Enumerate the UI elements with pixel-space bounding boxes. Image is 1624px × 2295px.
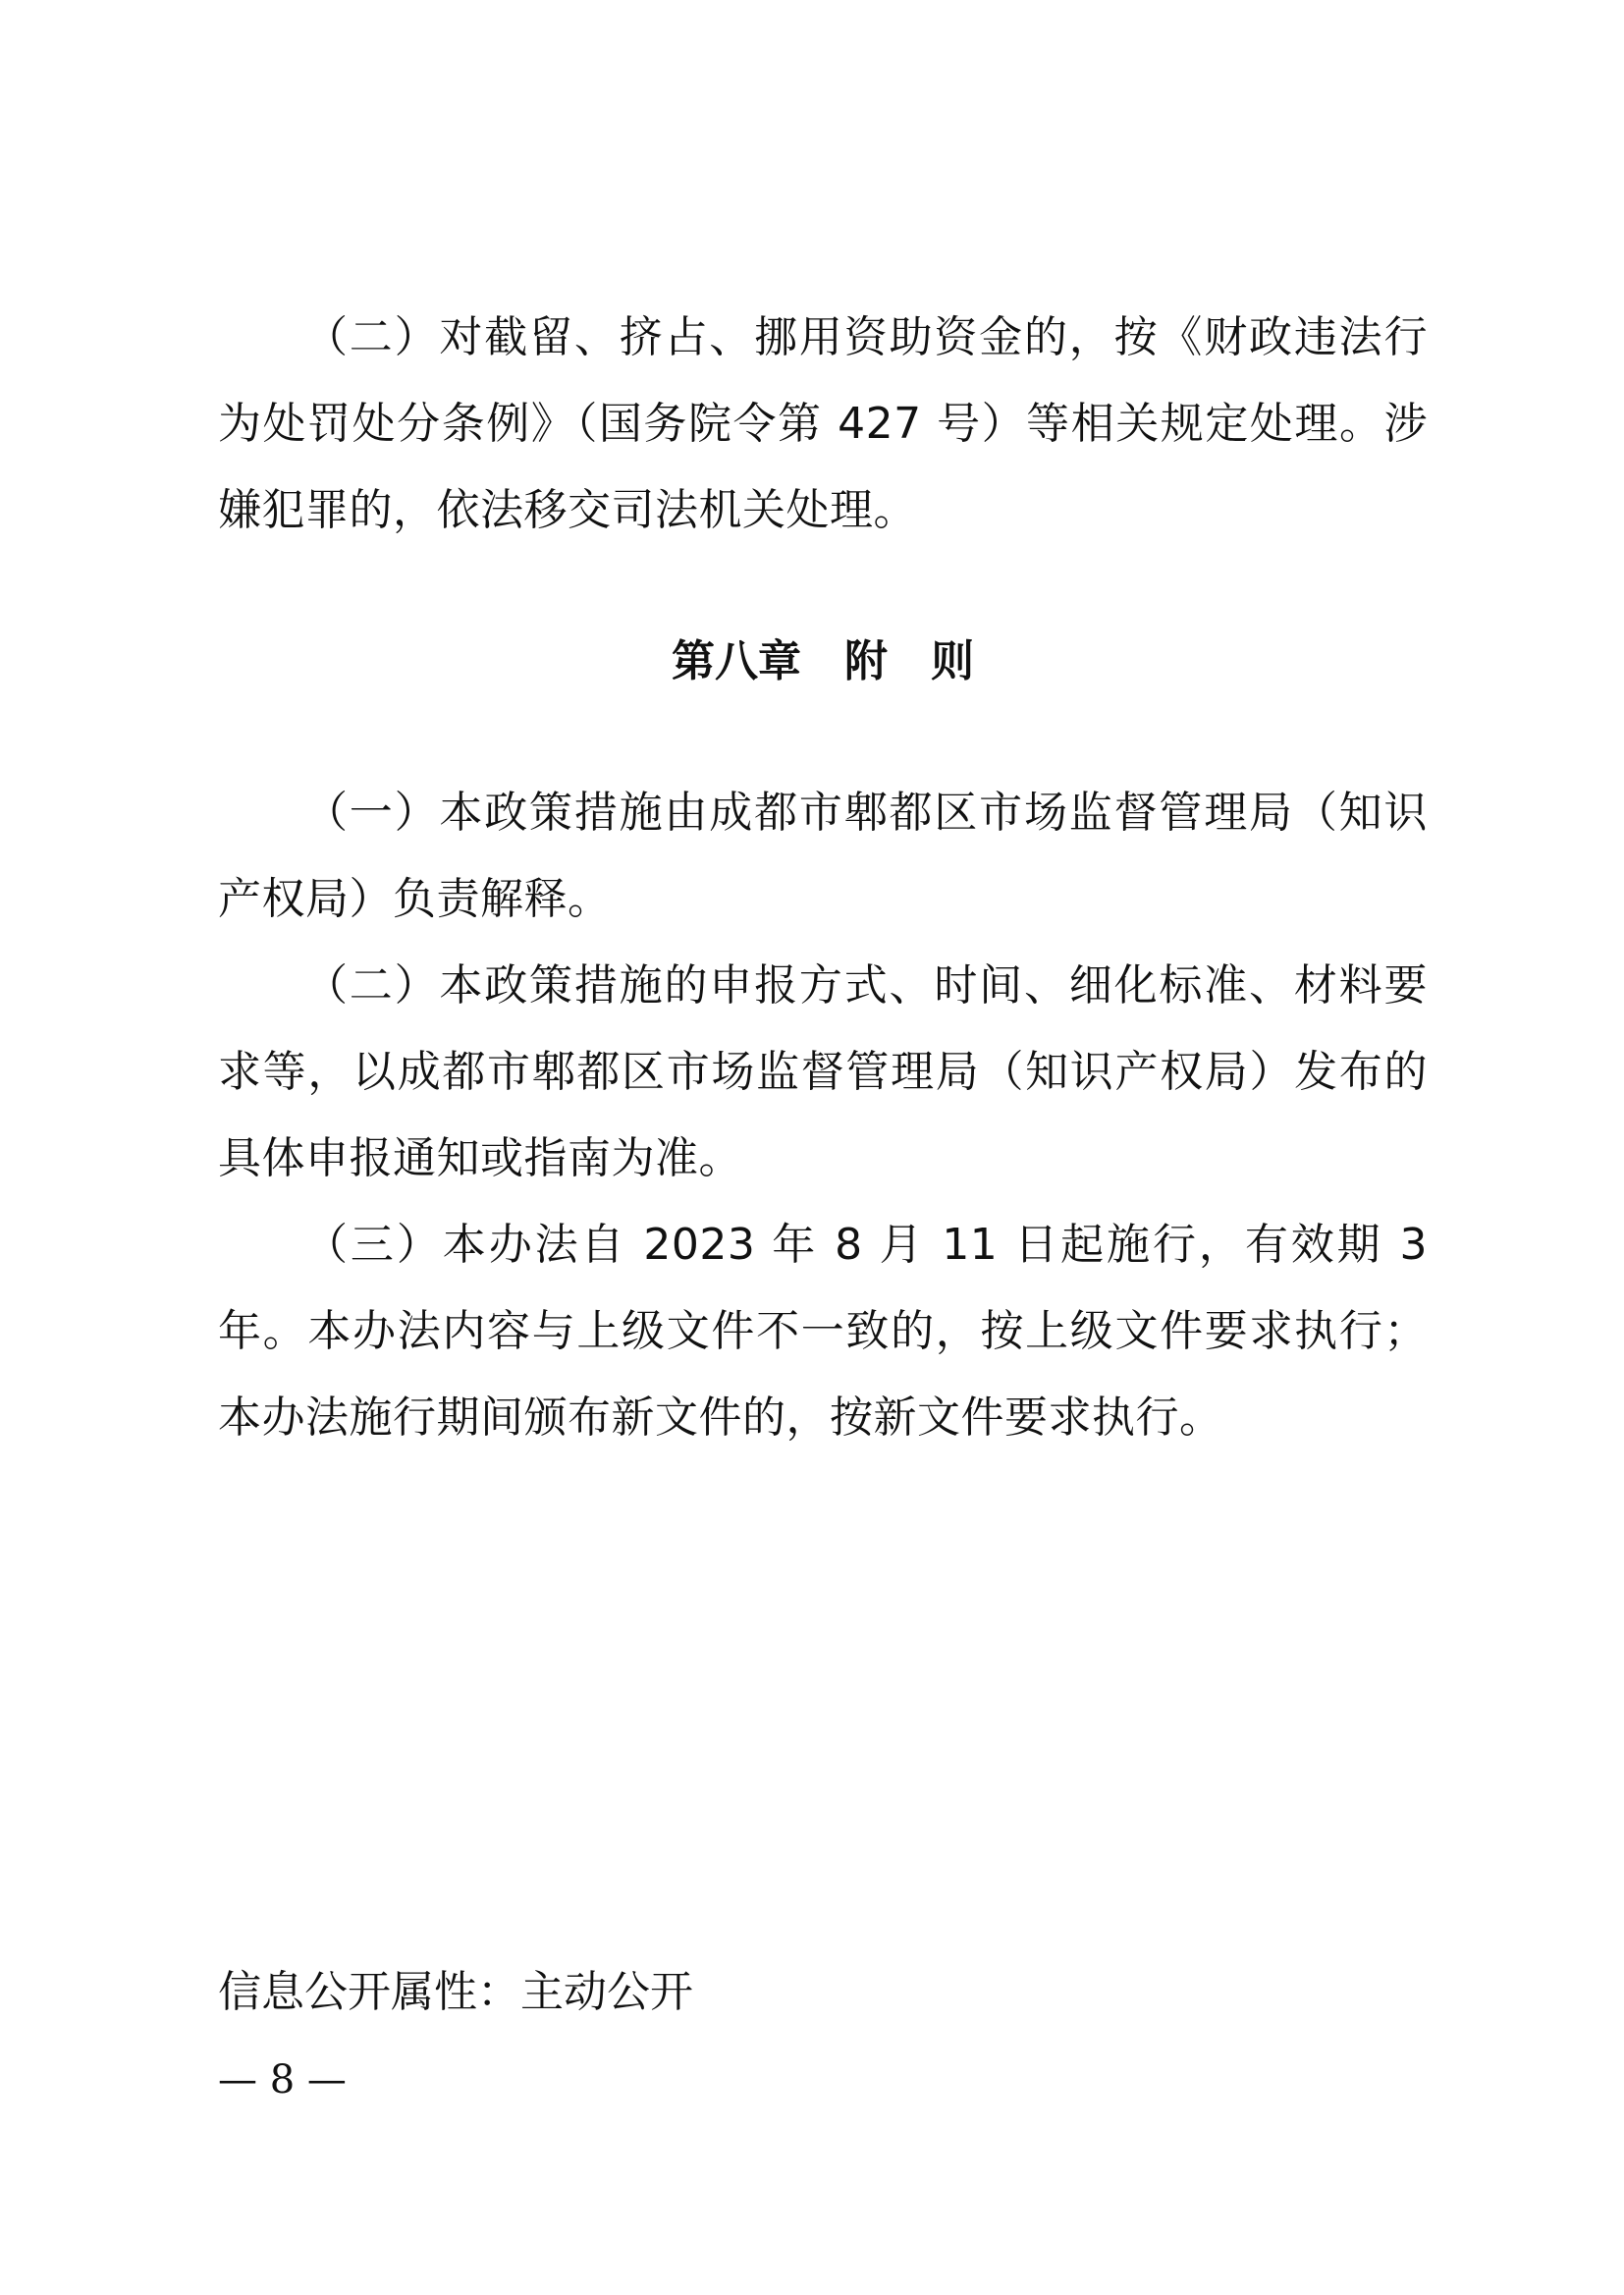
paragraph-application-method: （二）本政策措施的申报方式、时间、细化标准、材料要求等，以成都市郫都区市场监督管理局（知识产权局）发布的具体申报通知或指南为准。 bbox=[218, 960, 1428, 1183]
paragraph-effective-date: （三）本办法自 2023 年 8 月 11 日起施行，有效期 3 年。本办法内容与上级文件不一致的，按上级文件要求执行；本办法施行期间颁布新文件的，按新文件要求执行。 bbox=[218, 1220, 1428, 1443]
paragraph-interpretation: （一）本政策措施由成都市郫都区市场监督管理局（知识产权局）负责解释。 bbox=[218, 788, 1428, 924]
chapter-heading: 第八章 附 则 bbox=[672, 636, 974, 686]
disclosure-attribute: 信息公开属性：主动公开 bbox=[218, 1967, 693, 2017]
page-number: — 8 — bbox=[218, 2057, 347, 2103]
paragraph-penalty-clause: （二）对截留、挤占、挪用资助资金的，按《财政违法行为处罚处分条例》（国务院令第 427 号）等相关规定处理。涉嫌犯罪的，依法移交司法机关处理。 bbox=[218, 312, 1428, 535]
